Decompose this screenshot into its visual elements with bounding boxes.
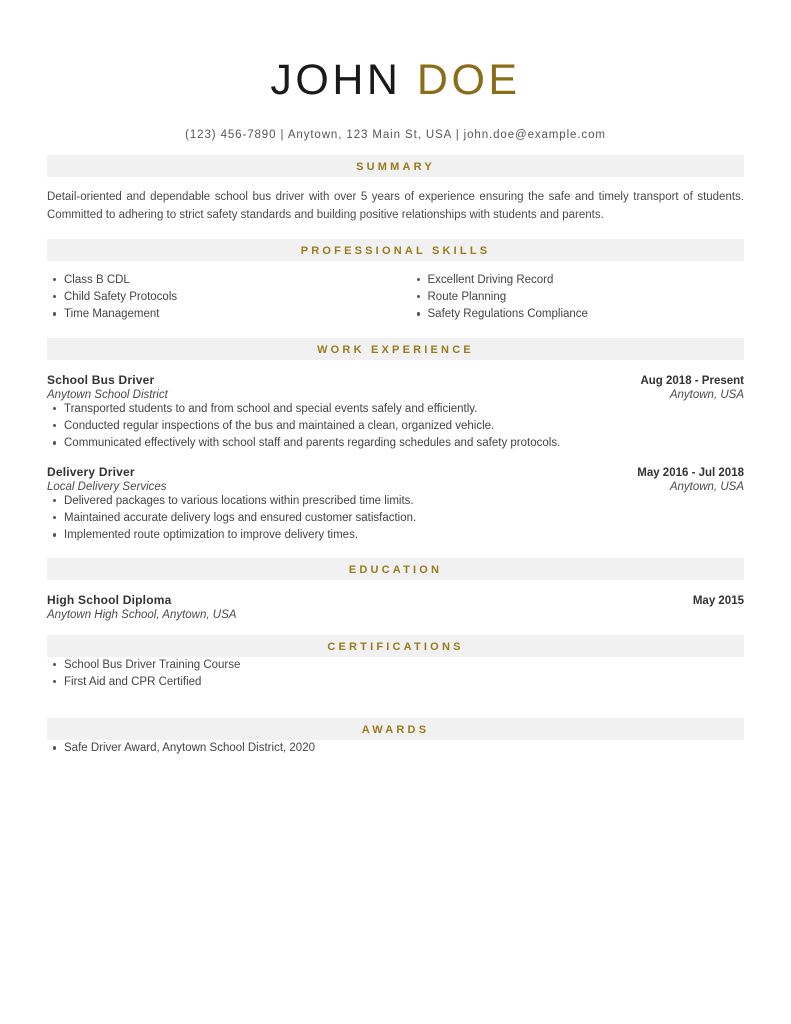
candidate-name <box>47 58 744 103</box>
section-title-education: EDUCATION <box>348 563 443 576</box>
education-entry <box>47 593 744 621</box>
experience-entry-subheader <box>47 479 744 493</box>
list-item: Implemented route optimization to improve delivery times. <box>47 527 744 543</box>
awards-list <box>47 740 744 756</box>
job-dates: May 2016 - Jul 2018 <box>637 466 744 479</box>
skills-list-left <box>47 272 396 323</box>
experience-entry-subheader <box>47 387 744 401</box>
experience-entry <box>47 465 744 544</box>
section-band-awards <box>47 718 744 740</box>
contact-line: (123) 456-7890 | Anytown, 123 Main St, USA | john.doe@example.com <box>185 129 606 142</box>
education-entry-header <box>47 593 744 607</box>
job-title: Delivery Driver <box>47 464 135 479</box>
resume-header <box>47 0 744 141</box>
job-location: Anytown, USA <box>669 388 744 401</box>
skills-list-right <box>411 272 745 323</box>
employer-name: Anytown School District <box>47 388 168 401</box>
summary-text: Detail-oriented and dependable school bus driver with over 5 years of experience ensuring the safe and timely transport of students. Committed to adhering to strict safety standards and building positive relationships with students and parents. <box>47 191 744 221</box>
candidate-last-name: DOE <box>416 56 521 104</box>
section-band-education <box>47 558 744 580</box>
list-item: Route Planning <box>411 289 745 305</box>
section-title-summary: SUMMARY <box>356 161 435 174</box>
list-item: Maintained accurate delivery logs and ensured customer satisfaction. <box>47 510 744 526</box>
experience-entry-header <box>47 465 744 479</box>
job-responsibilities <box>47 493 744 544</box>
section-band-certifications <box>47 635 744 657</box>
graduation-date: May 2015 <box>692 594 744 607</box>
section-title-experience: WORK EXPERIENCE <box>317 343 474 356</box>
section-title-awards: AWARDS <box>361 724 430 737</box>
employer-name: Local Delivery Services <box>47 480 167 493</box>
job-location: Anytown, USA <box>669 480 744 493</box>
section-band-summary <box>47 155 744 177</box>
list-item: Safe Driver Award, Anytown School District, 2020 <box>47 740 744 756</box>
candidate-first-name: JOHN <box>270 56 402 104</box>
experience-entry <box>47 373 744 452</box>
job-responsibilities <box>47 401 744 452</box>
skills-columns <box>47 272 744 324</box>
skills-column-left <box>47 272 396 324</box>
degree-name: High School Diploma <box>47 592 172 607</box>
section-band-skills <box>47 239 744 261</box>
list-item: Safety Regulations Compliance <box>411 306 745 322</box>
section-title-skills: PROFESSIONAL SKILLS <box>300 244 491 257</box>
job-title: School Bus Driver <box>47 372 155 387</box>
list-item: Excellent Driving Record <box>411 272 745 288</box>
list-item: Child Safety Protocols <box>47 289 396 305</box>
list-item: Delivered packages to various locations within prescribed time limits. <box>47 493 744 509</box>
certifications-list <box>47 657 744 691</box>
skills-column-right <box>396 272 745 324</box>
section-title-certifications: CERTIFICATIONS <box>327 640 464 653</box>
job-dates: Aug 2018 - Present <box>640 374 744 387</box>
list-item: Conducted regular inspections of the bus and maintained a clean, organized vehicle. <box>47 418 744 434</box>
list-item: Time Management <box>47 306 396 322</box>
list-item: Transported students to and from school and special events safely and efficiently. <box>47 401 744 417</box>
experience-entry-header <box>47 373 744 387</box>
list-item: School Bus Driver Training Course <box>47 657 744 673</box>
list-item: Communicated effectively with school staff and parents regarding schedules and safety protocols. <box>47 435 744 451</box>
section-band-experience <box>47 338 744 360</box>
school-name: Anytown High School, Anytown, USA <box>47 608 237 621</box>
list-item: First Aid and CPR Certified <box>47 674 744 690</box>
list-item: Class B CDL <box>47 272 396 288</box>
